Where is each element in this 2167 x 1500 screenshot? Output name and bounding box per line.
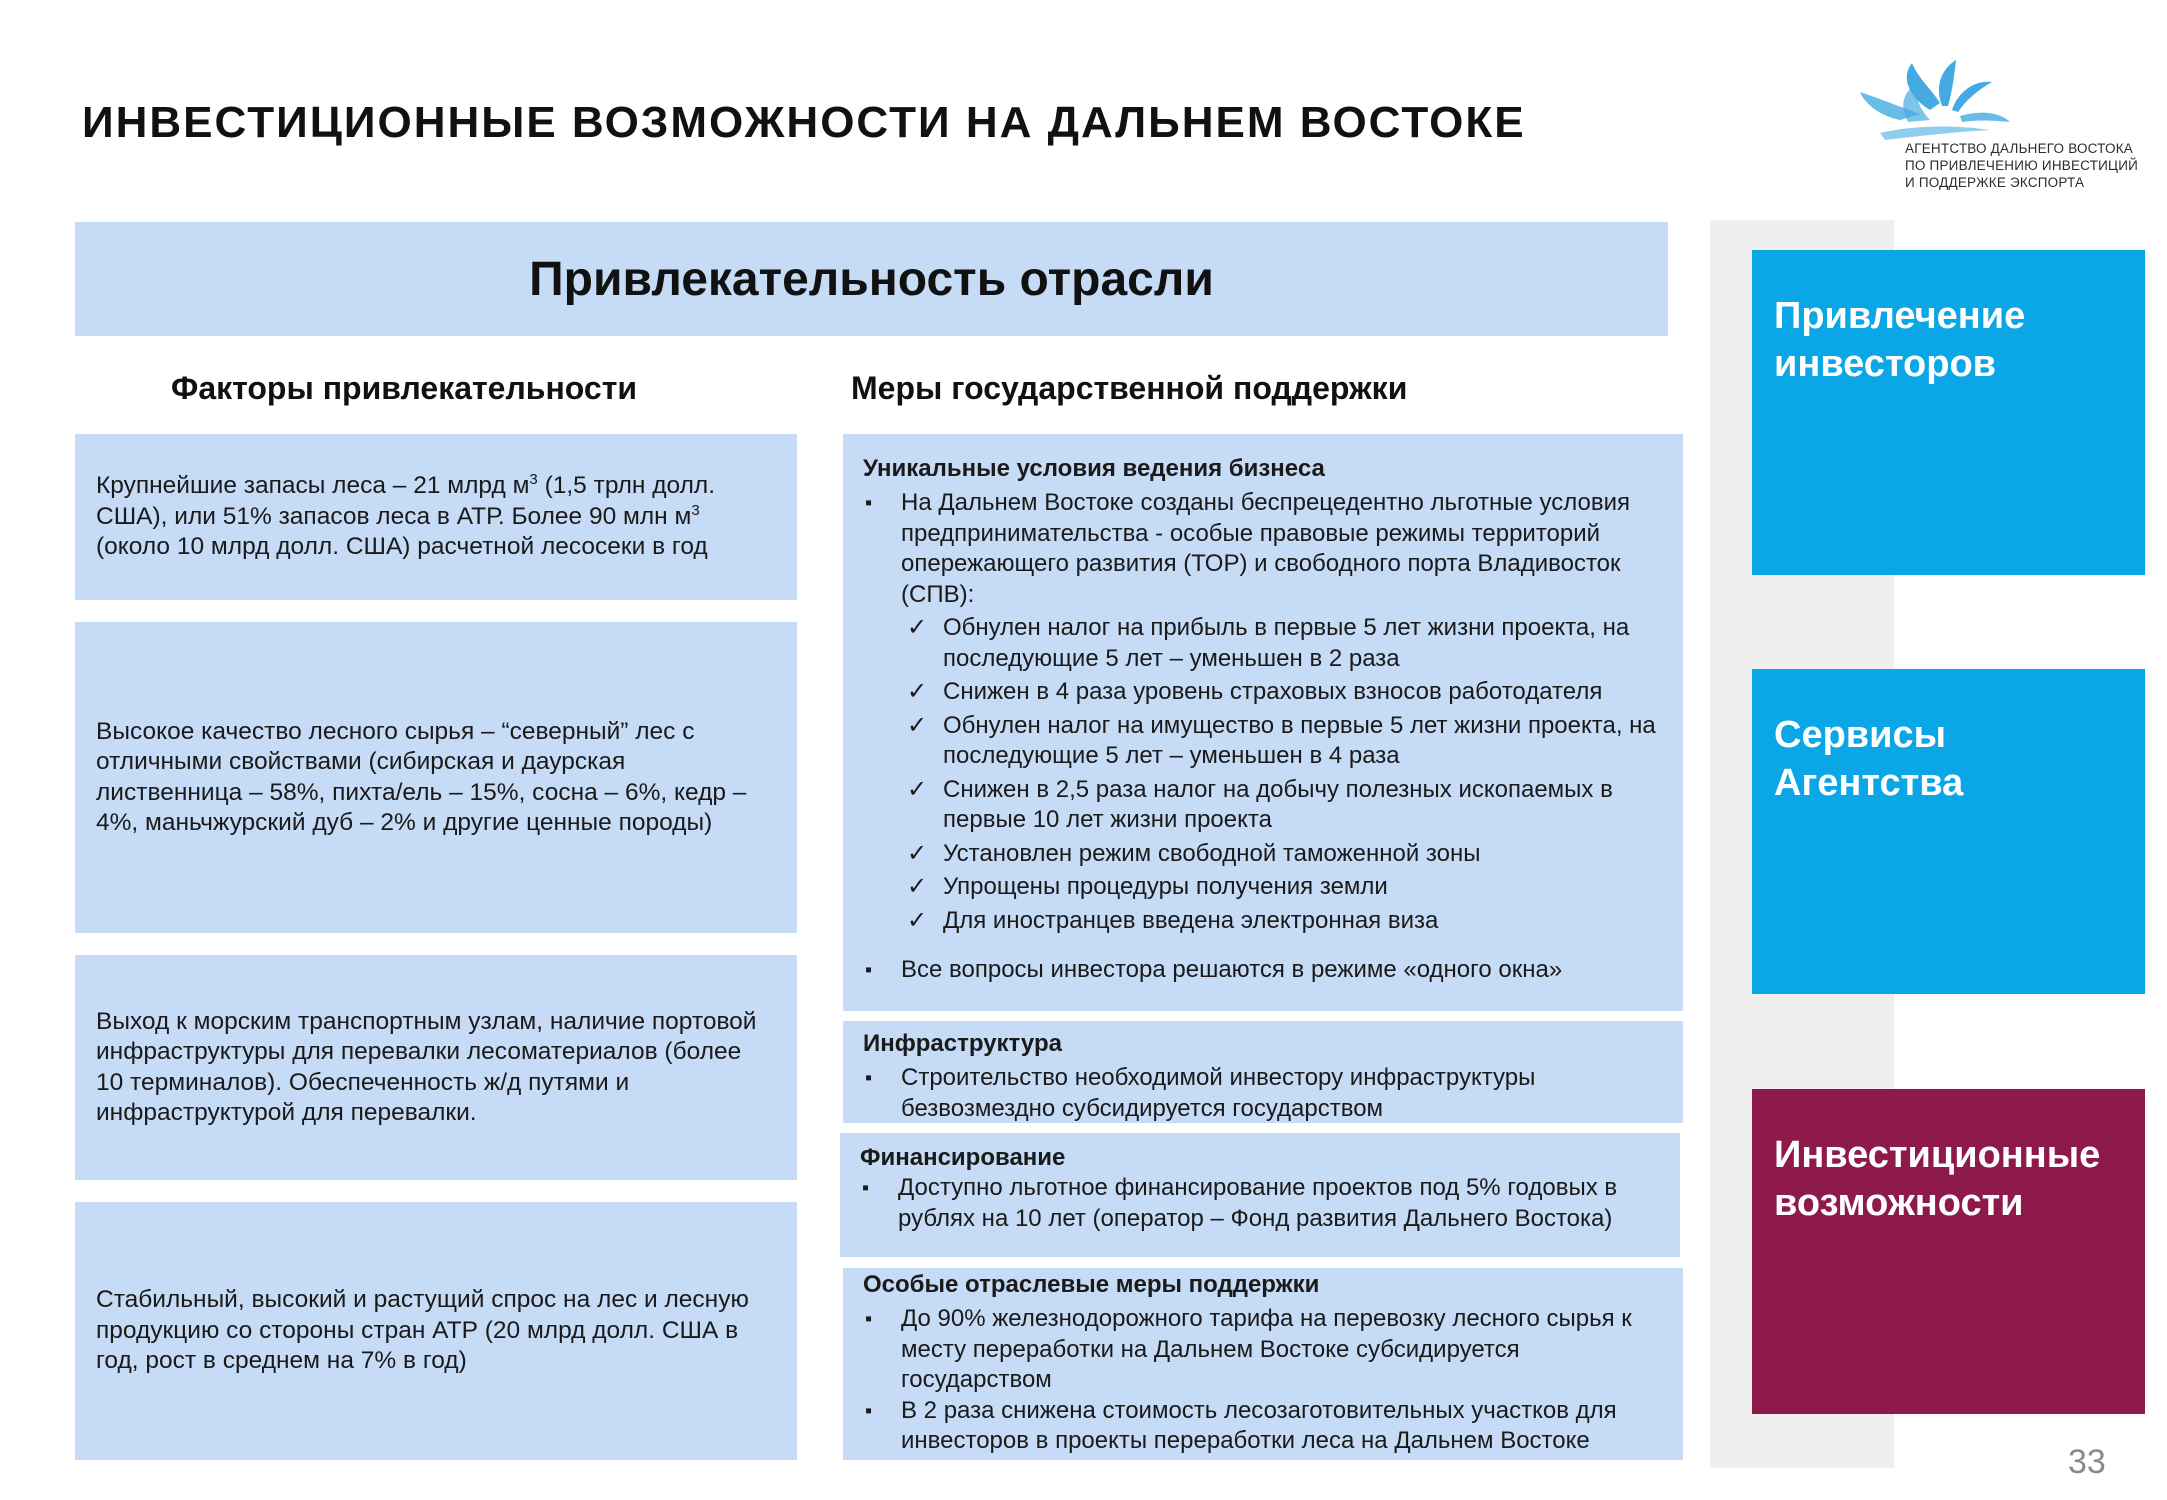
measure-card-unique-conditions: [843, 434, 1683, 1011]
factor-text: Крупнейшие запасы леса – 21 млрд $м^3$ (1,5 трлн долл. США), или 51% запасов леса в АТР. Более 90 млн $м^3$ (около 10 млрд долл. США) расчетной лесосеки в год: [96, 471, 716, 561]
measure-card-infrastructure: [843, 1021, 1683, 1123]
check-item: ✓ Снижен в 2,5 раза налог на добычу полезных ископаемых в первые 10 лет жизни проекта: [863, 775, 1663, 836]
measures-heading: Меры государственной поддержки: [851, 370, 1408, 406]
measure-bullet: ▪ До 90% железнодорожного тарифа на перевозку лесного сырья к месту переработки на Дальнем Востоке субсидируется государством: [863, 1304, 1663, 1396]
check-item: ✓ Обнулен налог на имущество в первые 5 лет жизни проекта, на последующие 5 лет – уменьшен в 4 раза: [863, 711, 1663, 772]
check-item: ✓ Снижен в 4 раза уровень страховых взносов работодателя: [863, 677, 1663, 708]
logo-text: АГЕНТСТВО ДАЛЬНЕГО ВОСТОКА ПО ПРИВЛЕЧЕНИЮ ИНВЕСТИЦИЙ И ПОДДЕРЖКЕ ЭКСПОРТА: [1905, 141, 2139, 190]
section-banner: Привлекательность отрасли: [75, 222, 1668, 336]
measure-bullet: ▪ В 2 раза снижена стоимость лесозаготовительных участков для инвесторов в проекты переработки леса на Дальнем Востоке: [863, 1396, 1663, 1457]
measure-title: Уникальные условия ведения бизнеса: [863, 455, 1325, 482]
factor-card-quality: [75, 622, 797, 933]
measure-bullet: ▪ На Дальнем Востоке созданы беспрецедентно льготные условия предпринимательства - особые правовые режимы территорий опережающего развития (ТОР) и свободного порта Владивосток (СПВ):: [863, 488, 1663, 610]
check-item: ✓ Установлен режим свободной таможенной зоны: [863, 839, 1663, 870]
measure-title: Особые отраслевые меры поддержки: [863, 1271, 1320, 1298]
factor-card-demand: [75, 1202, 797, 1460]
page-number: 33: [2068, 1443, 2106, 1481]
measure-title: Инфраструктура: [863, 1030, 1062, 1057]
factor-text: Высокое качество лесного сырья – “северный” лес с отличными свойствами (сибирская и даурская лиственница – 58%, пихта/ель – 15%, сосна – 6%, кедр – 4%, маньчжурский дуб – 2% и другие ценные породы): [96, 717, 747, 836]
factor-card-transport: [75, 955, 797, 1180]
factor-text: Стабильный, высокий и растущий спрос на лес и лесную продукцию со стороны стран АТР (20 млрд долл. США в год, рост в среднем на 7% в год): [96, 1286, 749, 1375]
page-title: ИНВЕСТИЦИОННЫЕ ВОЗМОЖНОСТИ НА ДАЛЬНЕМ ВОСТОКЕ: [82, 98, 1526, 147]
measure-card-special: [843, 1268, 1683, 1460]
nav-card-investment-opportunities[interactable]: Инвестиционные возможности: [1752, 1089, 2145, 1414]
nav-card-agency-services[interactable]: Сервисы Агентства: [1752, 669, 2145, 994]
measure-bullet: ▪ Все вопросы инвестора решаются в режиме «одного окна»: [863, 955, 1663, 986]
factors-heading: Факторы привлекательности: [171, 370, 638, 406]
check-item: ✓ Обнулен налог на прибыль в первые 5 лет жизни проекта, на последующие 5 лет – уменьшен в 2 раза: [863, 613, 1663, 674]
check-item: ✓ Для иностранцев введена электронная виза: [863, 906, 1663, 937]
measure-title: Финансирование: [860, 1144, 1066, 1171]
measure-bullet: ▪ Доступно льготное финансирование проектов под 5% годовых в рублях на 10 лет (оператор – Фонд развития Дальнего Востока): [860, 1173, 1660, 1234]
measure-card-financing: [840, 1133, 1680, 1257]
nav-card-attract-investors[interactable]: Привлечение инвесторов: [1752, 250, 2145, 575]
measure-bullet: ▪ Строительство необходимой инвестору инфраструктуры безвозмездно субсидируется государством: [863, 1063, 1663, 1124]
factor-card-forest-reserves: [75, 434, 797, 600]
factor-text: Выход к морским транспортным узлам, наличие портовой инфраструктуры для перевалки лесоматериалов (более 10 терминалов). Обеспеченность ж/д путями и инфраструктурой для перевалки.: [96, 1007, 757, 1126]
check-item: ✓ Упрощены процедуры получения земли: [863, 872, 1663, 903]
